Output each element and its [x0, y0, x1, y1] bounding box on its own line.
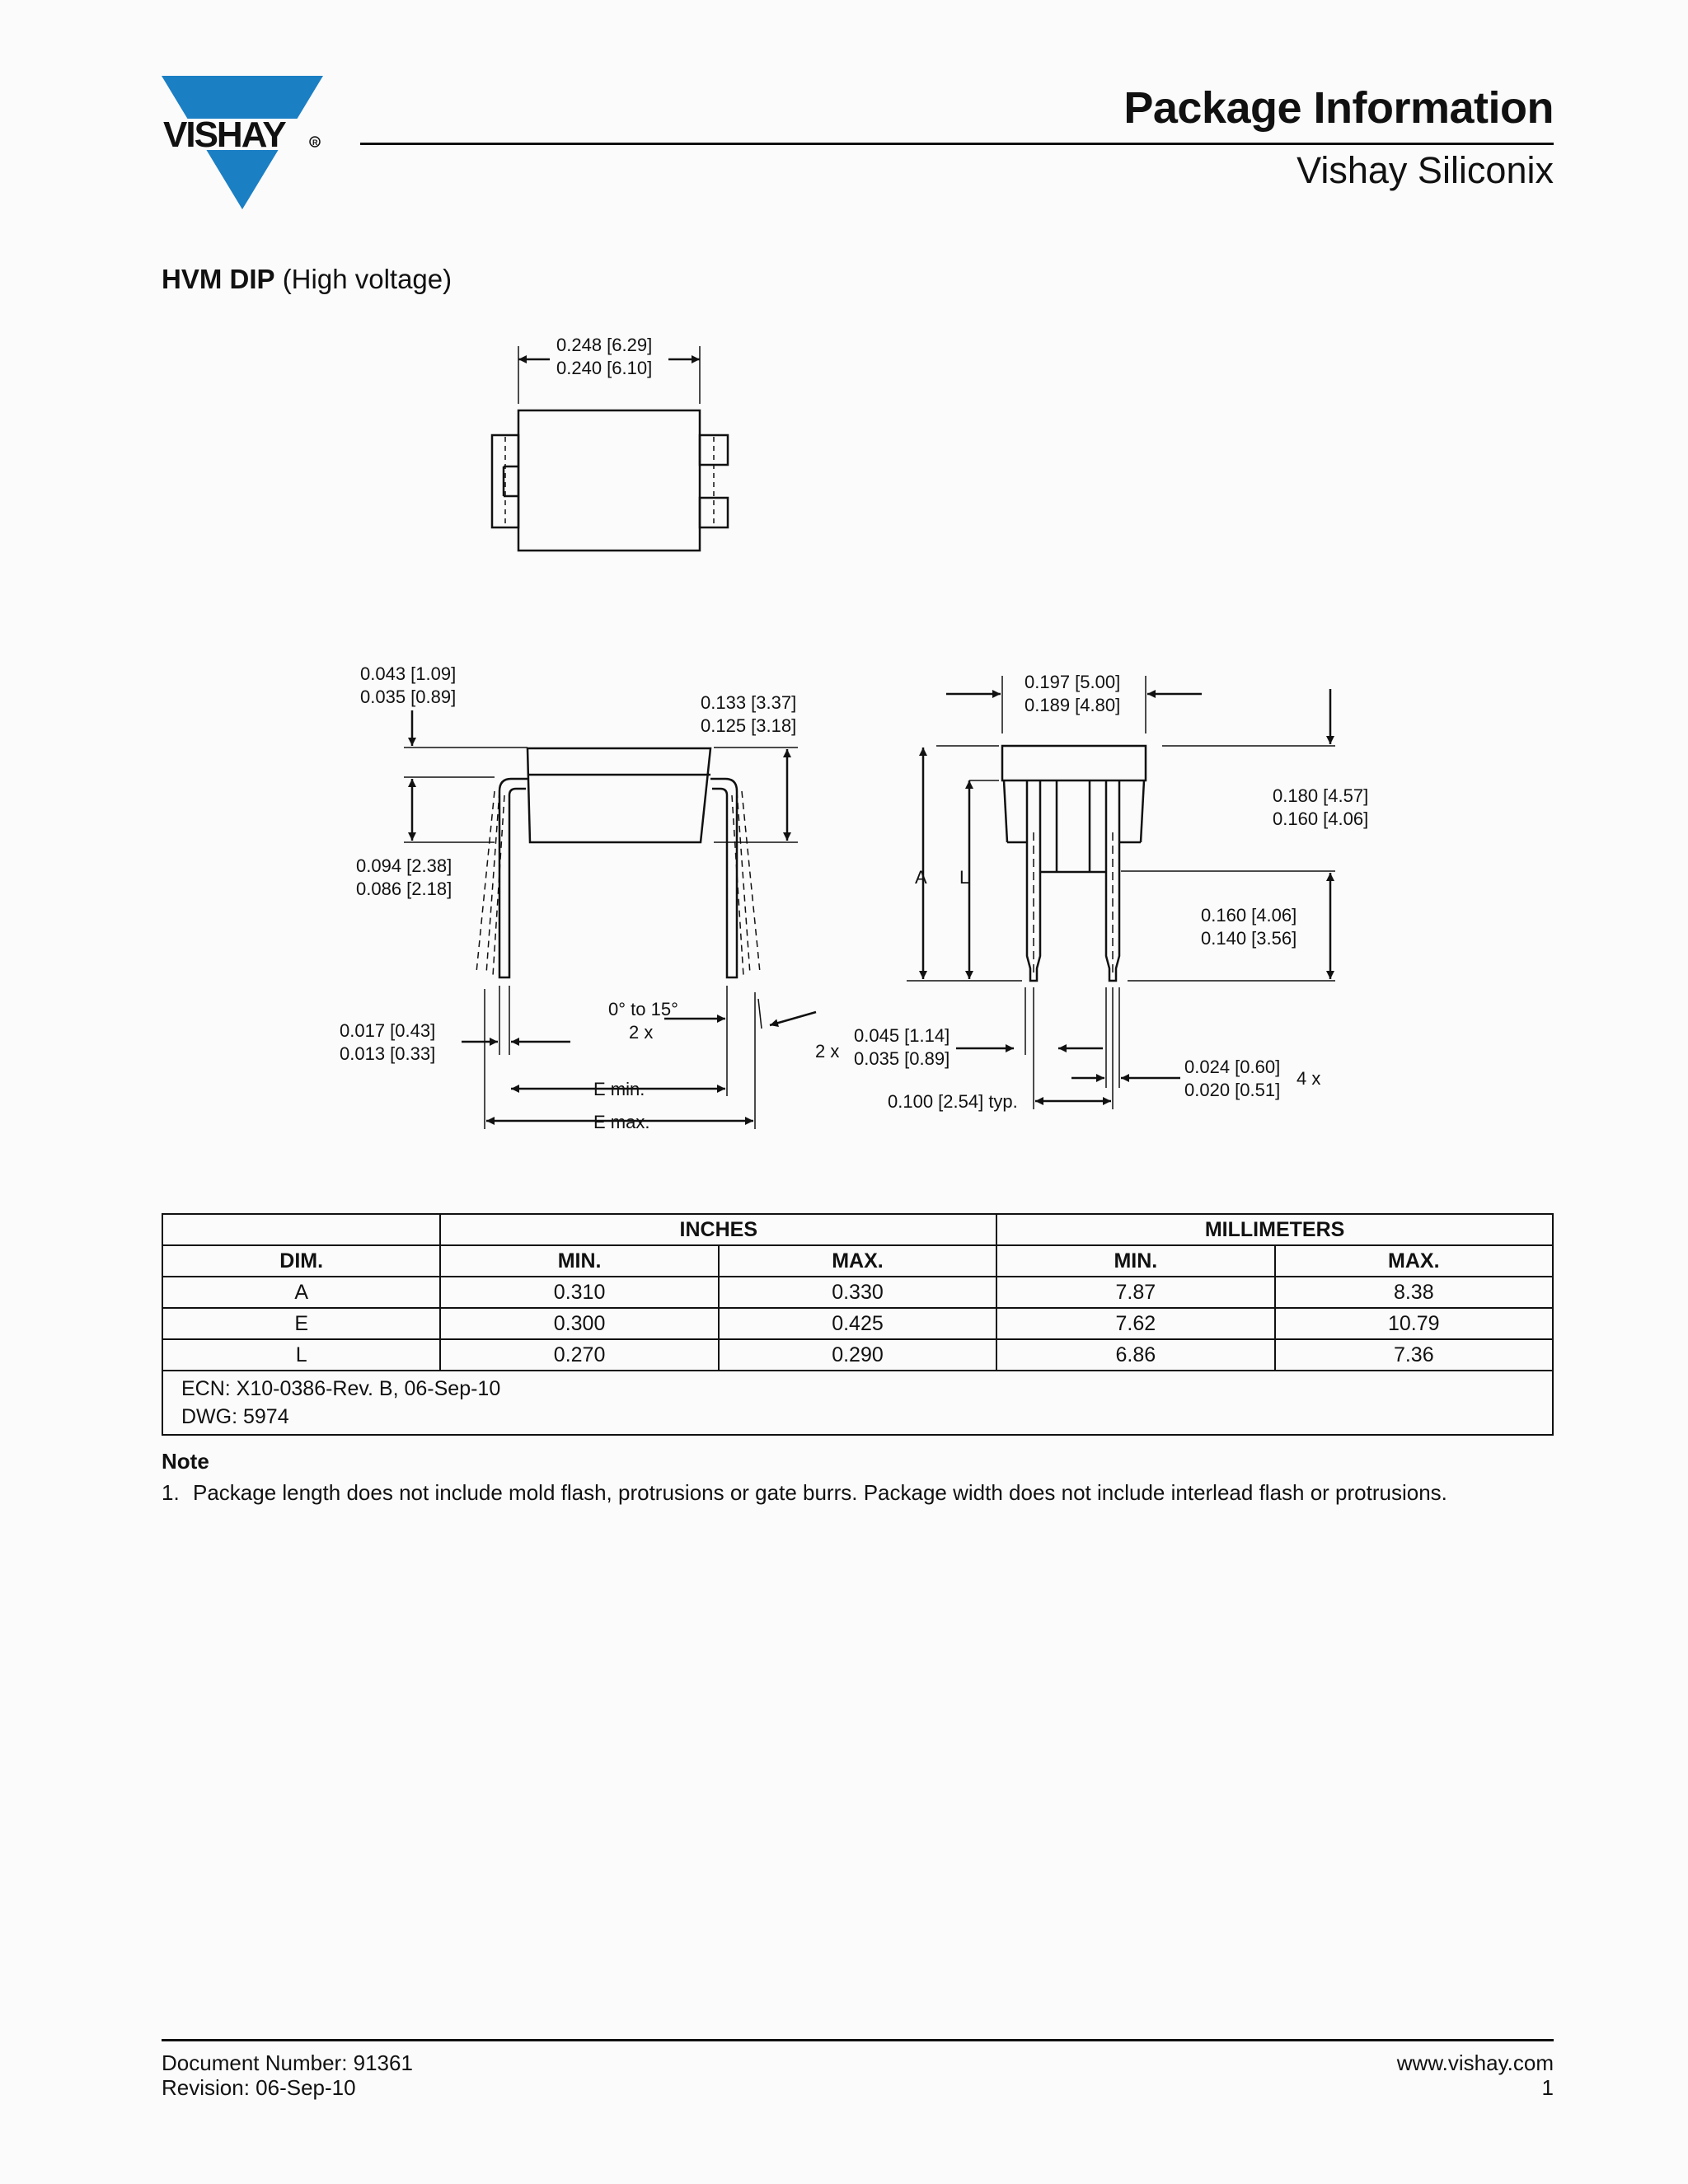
lead-count: 4 x — [1296, 1068, 1321, 1089]
end-view — [907, 676, 1335, 1109]
label-a: A — [915, 867, 927, 888]
table-cell: 0.310 — [440, 1277, 718, 1308]
page-subtitle: Vishay Siliconix — [1296, 149, 1554, 191]
e-max-label: E max. — [593, 1112, 650, 1132]
angle-label: 0° to 15° — [608, 999, 678, 1019]
body-height-min: 0.125 [3.18] — [701, 715, 797, 736]
table-cell: A — [162, 1277, 440, 1308]
table-cell: 7.62 — [996, 1308, 1274, 1339]
top-width-min: 0.240 [6.10] — [556, 358, 653, 378]
table-row — [162, 1339, 1553, 1371]
note-number: 1. — [162, 1480, 180, 1505]
table-corner-cell — [162, 1214, 440, 1245]
section-heading-bold: HVM DIP — [162, 264, 275, 294]
lead-top-max: 0.043 [1.09] — [360, 663, 457, 684]
group-header-millimeters: MILLIMETERS — [996, 1214, 1553, 1245]
end-width-max: 0.197 [5.00] — [1025, 672, 1121, 692]
package-drawing — [0, 313, 1688, 1154]
column-header: MAX. — [719, 1245, 996, 1277]
standoff-min: 0.086 [2.18] — [356, 879, 452, 899]
table-cell: L — [162, 1339, 440, 1371]
note-text: Package length does not include mold flash, protrusions or gate burrs. Package width does not include interlead flash or protrusions. — [193, 1480, 1447, 1505]
e-min-label: E min. — [593, 1079, 645, 1099]
shoulder-max: 0.045 [1.14] — [854, 1025, 950, 1046]
header-rule — [360, 143, 1554, 145]
table-cell: 0.290 — [719, 1339, 996, 1371]
table-cell: 6.86 — [996, 1339, 1274, 1371]
lead-len-max: 0.160 [4.06] — [1201, 905, 1297, 926]
table-cell: 0.330 — [719, 1277, 996, 1308]
group-header-inches: INCHES — [440, 1214, 996, 1245]
shoulder-count: 2 x — [815, 1041, 840, 1062]
table-footer-row — [162, 1371, 1553, 1435]
footer-rule — [162, 2039, 1554, 2041]
column-header: MIN. — [440, 1245, 718, 1277]
section-heading — [162, 264, 452, 295]
table-cell: 0.300 — [440, 1308, 718, 1339]
body-height-max: 0.133 [3.37] — [701, 692, 797, 713]
column-header: DIM. — [162, 1245, 440, 1277]
note-item — [162, 1480, 1447, 1506]
table-cell: 10.79 — [1275, 1308, 1553, 1339]
standoff-max: 0.094 [2.38] — [356, 855, 452, 876]
table-cell: 7.87 — [996, 1277, 1274, 1308]
table-row — [162, 1308, 1553, 1339]
document-number: Document Number: 91361 — [162, 2050, 413, 2075]
end-height-min: 0.160 [4.06] — [1273, 808, 1369, 829]
lead-width-min: 0.020 [0.51] — [1184, 1080, 1281, 1100]
lead-top-min: 0.035 [0.89] — [360, 687, 457, 707]
revision-date: Revision: 06-Sep-10 — [162, 2075, 356, 2100]
dwg-text: DWG: 5974 — [181, 1405, 289, 1428]
column-header: MIN. — [996, 1245, 1274, 1277]
lead-width-max: 0.024 [0.60] — [1184, 1057, 1281, 1077]
page-number: 1 — [1541, 2075, 1554, 2100]
table-row — [162, 1277, 1553, 1308]
svg-text:R: R — [312, 138, 318, 147]
label-l: L — [959, 867, 970, 888]
table-group-header-row — [162, 1214, 1553, 1245]
end-height-max: 0.180 [4.57] — [1273, 785, 1369, 806]
lead-thickness-max: 0.017 [0.43] — [340, 1020, 436, 1041]
lead-thickness-min: 0.013 [0.33] — [340, 1043, 436, 1064]
column-header: MAX. — [1275, 1245, 1553, 1277]
side-view — [404, 710, 816, 1129]
section-heading-rest: (High voltage) — [282, 264, 452, 294]
ecn-text: ECN: X10-0386-Rev. B, 06-Sep-10 — [181, 1377, 501, 1400]
lead-len-min: 0.140 [3.56] — [1201, 928, 1297, 949]
note-heading: Note — [162, 1449, 209, 1474]
table-cell: 0.270 — [440, 1339, 718, 1371]
logo-text: VISHAY — [163, 115, 285, 155]
table-cell: 7.36 — [1275, 1339, 1553, 1371]
page-title: Package Information — [1123, 83, 1554, 133]
table-cell: 0.425 — [719, 1308, 996, 1339]
table-cell: 8.38 — [1275, 1277, 1553, 1308]
website-link[interactable]: www.vishay.com — [1396, 2050, 1554, 2075]
end-width-min: 0.189 [4.80] — [1025, 695, 1121, 715]
dimension-labels — [340, 335, 1368, 1132]
pitch-label: 0.100 [2.54] typ. — [888, 1091, 1018, 1112]
table-cell: E — [162, 1308, 440, 1339]
dimension-table — [162, 1213, 1554, 1436]
table-column-header-row — [162, 1245, 1553, 1277]
top-width-max: 0.248 [6.29] — [556, 335, 653, 355]
angle-count: 2 x — [629, 1022, 654, 1043]
vishay-logo — [162, 76, 323, 209]
table-footer-cell — [162, 1371, 1553, 1435]
shoulder-min: 0.035 [0.89] — [854, 1048, 950, 1069]
